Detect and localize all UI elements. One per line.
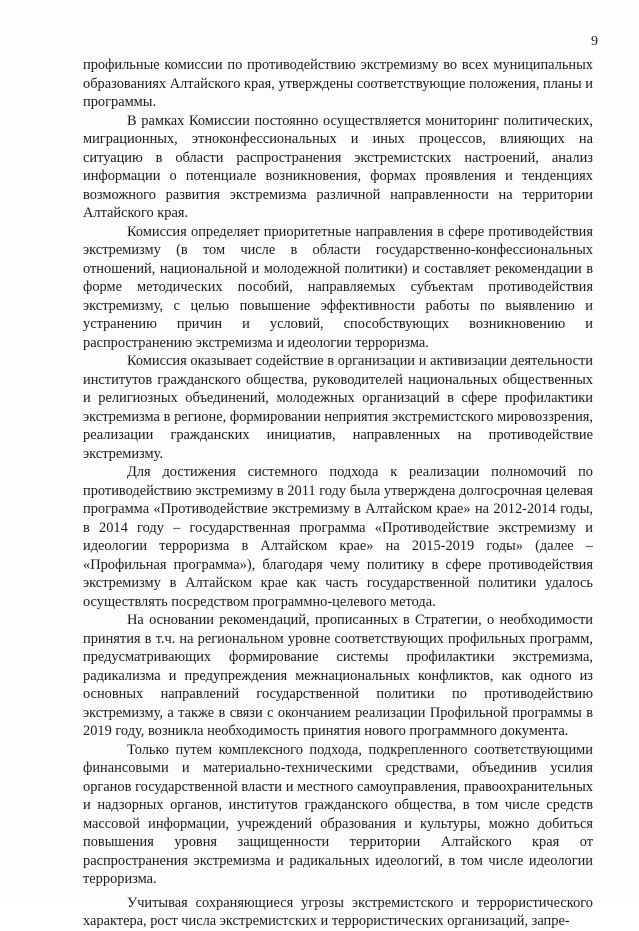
paragraph-1: профильные комиссии по противодействию экстремизму во всех муниципальных образованиях Алтайского края, утверждены соответствующие положения, планы и программы.	[83, 57, 593, 110]
paragraph-3: Комиссия определяет приоритетные направления в сфере противодействия экстремизму (в том числе в области государственно-конфессиональных отношений, национальной и молодежной политики) и составляет рекомендации в форме методических пособий, направляемых субъектам противодействия экстремизму, с целью повышение эффективности работы по выявлению и устранению причин и условий, способствующих возникновению и распространению экстремизма и идеологии терроризма.	[83, 223, 593, 351]
page-number: 9	[591, 34, 598, 49]
paragraph-5: Для достижения системного подхода к реализации полномочий по противодействию экстремизму в 2011 году была утверждена долгосрочная целевая программа «Противодействие экстремизму в Алтайском крае» на 2012-2014 годы, в 2014 году – государственная программа «Противодействие экстремизму и идеологии терроризма в Алтайском крае» на 2015-2019 годы» (далее – «Профильная программа»), благодаря чему политику в сфере противодействия экстремизму в Алтайском крае как часть государственной политики удалось осуществлять посредством программно-целевого метода.	[83, 464, 593, 610]
paragraph-6: На основании рекомендаций, прописанных в Стратегии, о необходимости принятия в т.ч. на региональном уровне соответствующих профильных программ, предусматривающих формирование системы профилактики экстремизма, радикализма и предупреждения межнациональных конфликтов, как одного из основных направлений государственной политики по противодействию экстремизму, а также в связи с окончанием реализации Профильной программы в 2019 году, возникла необходимость принятия нового программного документа.	[83, 612, 593, 739]
paragraph-2: В рамках Комиссии постоянно осуществляется мониторинг политических, миграционных, этноконфессиональных и иных процессов, влияющих на ситуацию в области распространения экстремистских настроений, анализ информации о потенциале возникновения, формах проявления и тенденциях возможного развития экстремизма различной направленности на территории Алтайского края.	[83, 112, 593, 221]
paragraph-4: Комиссия оказывает содействие в организации и активизации деятельности институтов гражданского общества, руководителей национальных общественных и религиозных объединений, молодежных организаций в сфере профилактики экстремизма в регионе, формировании неприятия экстремистского мировоззрения, реализации гражданских инициатив, направленных на противодействие экстремизму.	[83, 353, 593, 462]
document-body	[83, 56, 593, 931]
paragraph-8: Учитывая сохраняющиеся угрозы экстремистского и террористического характера, рост числа экстремистских и террористических организаций, запре-	[83, 894, 593, 929]
paragraph-7: Только путем комплексного подхода, подкрепленного соответствующими финансовыми и материально-техническими средствами, объединив усилия органов государственной власти и местного самоуправления, правоохранительных и надзорных органов, институтов гражданского общества, в том числе средств массовой информации, учреждений образования и культуры, можно добиться повышения уровня защищенности территории Алтайского края от распространения экстремизма и радикальных идеологий, в том числе идеологии терроризма.	[83, 741, 593, 887]
